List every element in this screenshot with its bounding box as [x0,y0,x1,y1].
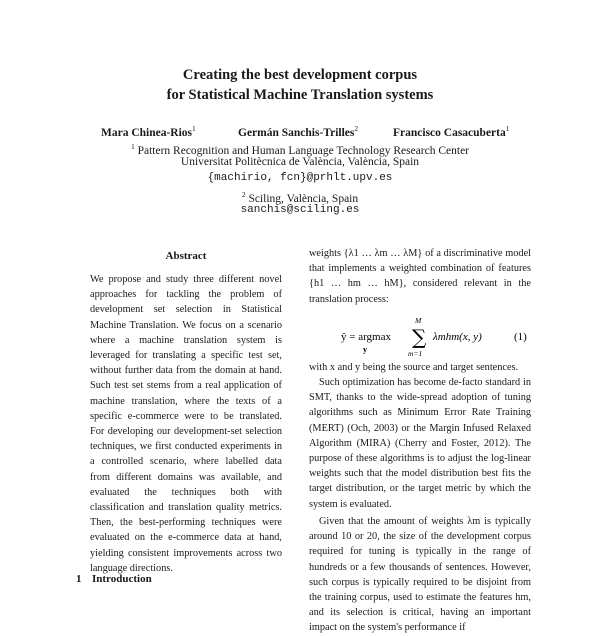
right-column-paragraph-4: Given that the amount of weights λm is typically around 10 or 20, the size of the development corpus required for tuning is typically in the range of hundreds or a few thousands of sentences. However, such corpus is typically required to be disjoint from the training corpus, used to estimate the features hm, and its selection is critical, having an important impact on the system's performance if [309,516,531,634]
section-heading-introduction: 1 Introduction [76,573,152,585]
equation-body: λmhm(x, y) [433,331,482,343]
equation-number: (1) [514,331,527,343]
affiliation-2-email: sanchis@sciling.es [240,204,360,216]
equation-sum-lower: m=1 [408,349,423,358]
equation-sum-upper: M [415,316,422,325]
affiliation-1-line-1: $^1$ Pattern Recognition and Human Language Technology Research Center [130,142,470,157]
equation-lhs: ŷ = argmax [341,331,391,343]
equation-argmax-subscript: y [363,345,367,354]
equation-svg [309,318,531,360]
equation-1 [309,318,531,360]
affiliation-1-line-2: Universitat Politècnica de València, València, Spain [180,156,420,168]
abstract-heading: Abstract [165,250,207,262]
right-column-paragraph-2: with x and y being the source and target sentences. [309,362,519,373]
right-column-paragraph-1: weights {λ1 … λm … λM} of a discriminative model that implements a weighted combination of features {h1 … hm … hM}, considered relevant in the translation process: [309,248,531,305]
paper-title-line-1: Creating the best development corpus [182,67,418,83]
affiliation-2-line-1: $^2$ Sciling, València, Spain [241,190,359,205]
equation-sum-symbol: ∑ [412,325,427,349]
right-column-paragraph-3: Such optimization has become de-facto standard in SMT, thanks to the wide-spread adoption of tuning algorithms such as Minimum Error Rate Training (MERT) (Och, 2003) or the Margin Infused Relaxed Algorithm (MIRA) (Cherry and Foster, 2012). The purpose of these algorithms is to adjust the log-linear weights such that the model distribution best fits the target distribution, or the target metric by which the system is evaluated. [309,377,531,510]
author-1: Mara Chinea-Rios$^1$ [101,124,196,139]
paper-title-line-2: for Statistical Machine Translation systems [166,87,434,103]
affiliation-1-email: {machirio, fcn}@prhlt.upv.es [207,172,393,184]
abstract-body: We propose and study three different novel approaches for tackling the problem of development set selection in Statistical Machine Translation. We focus on a scenario where a machine translation system is leveraged for translating a specific test set, without further data from the domain at hand. Such test set stems from a real application of machine translation, where the texts of a specific e-commerce were to be translated. For developing our development-set selection techniques, we first conducted experiments in a controlled scenario, where labelled data from different domains was available, and evaluated the techniques both with classification and translation quality metrics. Then, the best-performing techniques were evaluated on the e-commerce data at hand, yielding consistent improvements across two language directions. [90,274,282,574]
author-3: Francisco Casacuberta$^1$ [393,124,510,139]
author-2: Germán Sanchis-Trilles$^2$ [238,124,359,139]
